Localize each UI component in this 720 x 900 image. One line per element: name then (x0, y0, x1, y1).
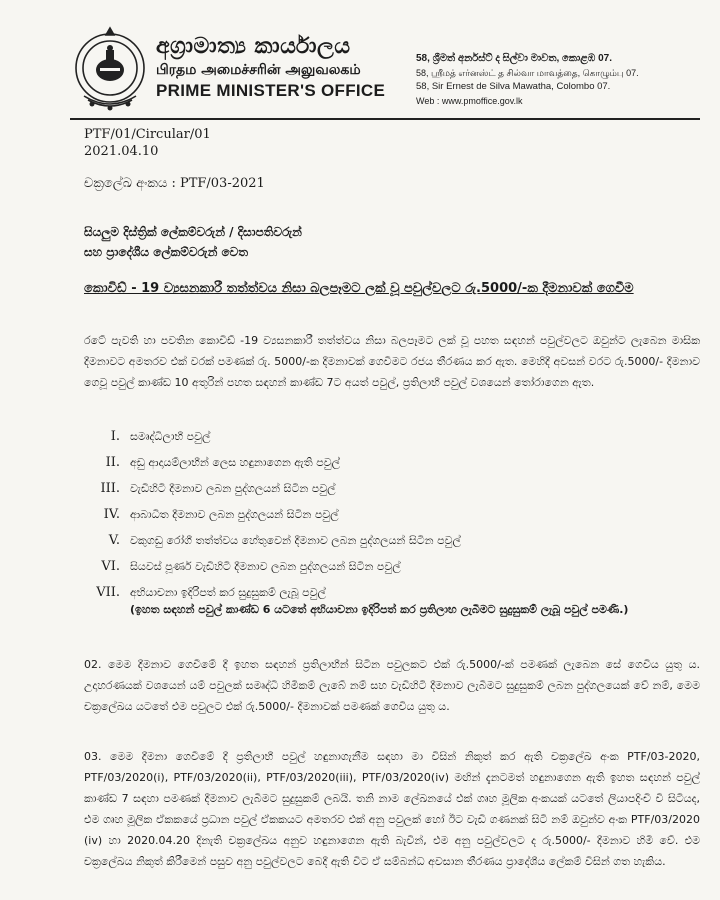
list-item (84, 530, 700, 556)
address-tamil: 58, ஸ்ரீமத் எர்னஸ்ட் த சில்வா மாவத்தை, கொழும்பு 07. (416, 68, 639, 78)
state-emblem-icon (70, 22, 150, 114)
list-item-text: සියවස් පූර්ණ වැඩිහිටි දීමනාව ලබන පුද්ගලයන් සිටින පවුල් (130, 560, 401, 573)
list-item-text: සමෘද්ධිලාභී පවුල් (130, 430, 211, 443)
list-item-number: IV. (103, 507, 120, 522)
subject-heading: කොවිඩ් - 19 ව්‍යසනකාරී තත්ත්වය නිසා බලපෑමට ලක් වූ පවුල්වලට රු.5000/-ක දීමනාවක් ගෙවීම (84, 281, 634, 296)
addressee-line-2: සහ ප්‍රාදේශීය ලේකම්වරුන් වෙත (84, 245, 249, 259)
office-names (156, 34, 456, 102)
letterhead (70, 22, 710, 122)
paragraph-3: 03. මෙම දීමනා ගෙවීමේ දී ප්‍රතිලාභී පවුල් හඳුනාගැනීම සඳහා මා විසින් නිකුත් කර ඇති චක්‍රලේඛ අංක PTF/03-2020, PTF/03/2020(i), PTF/03/2020(ii), PTF/03/2020(iii), PTF/03/2020(iv) මඟින් දැනටමත් හඳුනාගෙන ඇති ඉහත සඳහන් පවුල් කාණ්ඩ 7 සඳහා පමණක් දීමනාව ලැබීමට සුදුසුකම් ලබයි. තනි නාම ලේඛනයේ එක් ගෘහ මූලික අංකයක් යටතේ ලියාපදිංචි වී සිටියද, එම ගෘහ මූලික ඒකකයේ ප්‍රධාන පවුල් ඒකකයට අමතරව එක් අනු පවුලක් හෝ ඊට වැඩි ගණනක් සිටී නම් ඔවුන්ව අංක PTF/03/2020 (iv) හා 2020.04.20 දිනැති චක්‍රලේඛය අනුව හඳුනාගෙන ඇති බැවින්, එම අනු පවුල්වලට ද රු.5000/- දීමනාව හිමි වේ. එම චක්‍රලේඛය නිකුත් කිරීමෙන් පසුව අනු පවුල්වලට බෙදී ඇති විට ඒ සම්බන්ධ අවසාන තීරණය ප්‍රාදේශීය ලේකම් විසින් ගත හැකිය. (84, 750, 700, 868)
list-item-number: V. (108, 533, 120, 548)
office-name-tamil: பிரதம அமைச்சரின் அலுவலகம் (156, 62, 361, 78)
list-item (84, 504, 700, 530)
circular-number: චක්‍රලේඛ අංකය : PTF/03-2021 (84, 176, 265, 191)
list-item-text: අඩු ආදායම්ලාභීන් ලෙස හඳුනාගෙන ඇති පවුල් (130, 456, 340, 469)
list-item-number: I. (110, 429, 120, 444)
address-sinhala: 58, ශ්‍රීමත් අර්නස්ට් ද සිල්වා මාවත, කොළඹ 07. (416, 53, 612, 64)
office-name-english: PRIME MINISTER'S OFFICE (156, 81, 386, 100)
list-item-text: වැඩිහිටි දීමනාව ලබන පුද්ගලයන් සිටින පවුල් (130, 482, 336, 495)
list-item-number: III. (100, 481, 120, 496)
addressee-line-1: සියලුම දිස්ත්‍රික් ලේකම්වරුන් / දිසාපතිවරුන් (84, 225, 302, 239)
list-item-text: ආබාධිත දීමනාව ලබන පුද්ගලයන් සිටින පවුල් (130, 508, 339, 521)
addressee-block (84, 222, 302, 262)
website-url: Web : www.pmoffice.gov.lk (416, 96, 523, 106)
office-name-sinhala: අග්‍රාමාත්‍ය කාර්යාලය (156, 34, 351, 59)
list-item-number: VI. (101, 559, 120, 574)
reference-code: PTF/01/Circular/01 (84, 127, 211, 142)
list-item-text: වකුගඩු රෝගී තත්ත්වය හේතුවෙන් දීමනාව ලබන පුද්ගලයන් සිටින පවුල් (130, 534, 461, 547)
letterhead-divider (70, 118, 700, 120)
address-english: 58, Sir Ernest de Silva Mawatha, Colombo 07. (416, 81, 611, 92)
paragraph-1: රටේ පැවති හා පවතින කොවිඩ් -19 ව්‍යසනකාරී තත්ත්වය නිසා බලපෑමට ලක් වූ පහත සඳහන් පවුල්වලට ඔවුන්ට ලැබෙන මාසික දීමනාවට අමතරව එක් වරක් පමණක් රු. 5000/-ක දීමනාවක් ගෙවීමට රජය තීරණය කර ඇත. මෙහිදී අවසන් වරට රු.5000/- දීමනාව ගෙවූ පවුල් කාණ්ඩ 10 අතුරින් පහත සඳහන් කාණ්ඩ 7ට අයත් පවුල්, ප්‍රතිලාභී පවුල් වශයෙන් තෝරාගෙන ඇත. (84, 334, 700, 389)
beneficiary-category-list (84, 426, 700, 634)
list-item-number: II. (105, 455, 120, 470)
list-item-text: අභියාචනා ඉදිරිපත් කර සුදුසුකම් ලැබූ පවුල් (130, 586, 326, 599)
list-item-note: (ඉහත සඳහන් පවුල් කාණ්ඩ 6 යටතේ අභියාචනා ඉදිරිපත් කර ප්‍රතිලාභ ලැබීමට සුදුසුකම් ලැබූ පවුල් පමණි.) (130, 603, 629, 616)
list-item (84, 582, 700, 634)
office-address (416, 52, 716, 108)
reference-block (84, 126, 211, 160)
list-item (84, 478, 700, 504)
list-item (84, 452, 700, 478)
list-item-number: VII. (96, 585, 120, 600)
reference-date: 2021.04.10 (84, 144, 159, 159)
list-item (84, 556, 700, 582)
paragraph-2: 02. මෙම දීමනාව ගෙවීමේ දී ඉහත සඳහන් ප්‍රතිලාභීන් සිටින පවුලකට එක් රු.5000/-ක් පමණක් ලැබෙන සේ ගෙවිය යුතු ය. උදාහරණයක් වශයෙන් යම් පවුලක් සමෘද්ධි හිමිකම් ලැබේ නම් සහ වැඩිහිටි දීමනාව ලැබීමට සුදුසුකම් ලබන පුද්ගලයෙක් වේ නම්, මෙම චක්‍රලේඛය යටතේ එම පවුලට එක් රු.5000/- දීමනාවක් පමණක් ගෙවිය යුතු ය. (84, 658, 700, 713)
list-item (84, 426, 700, 452)
